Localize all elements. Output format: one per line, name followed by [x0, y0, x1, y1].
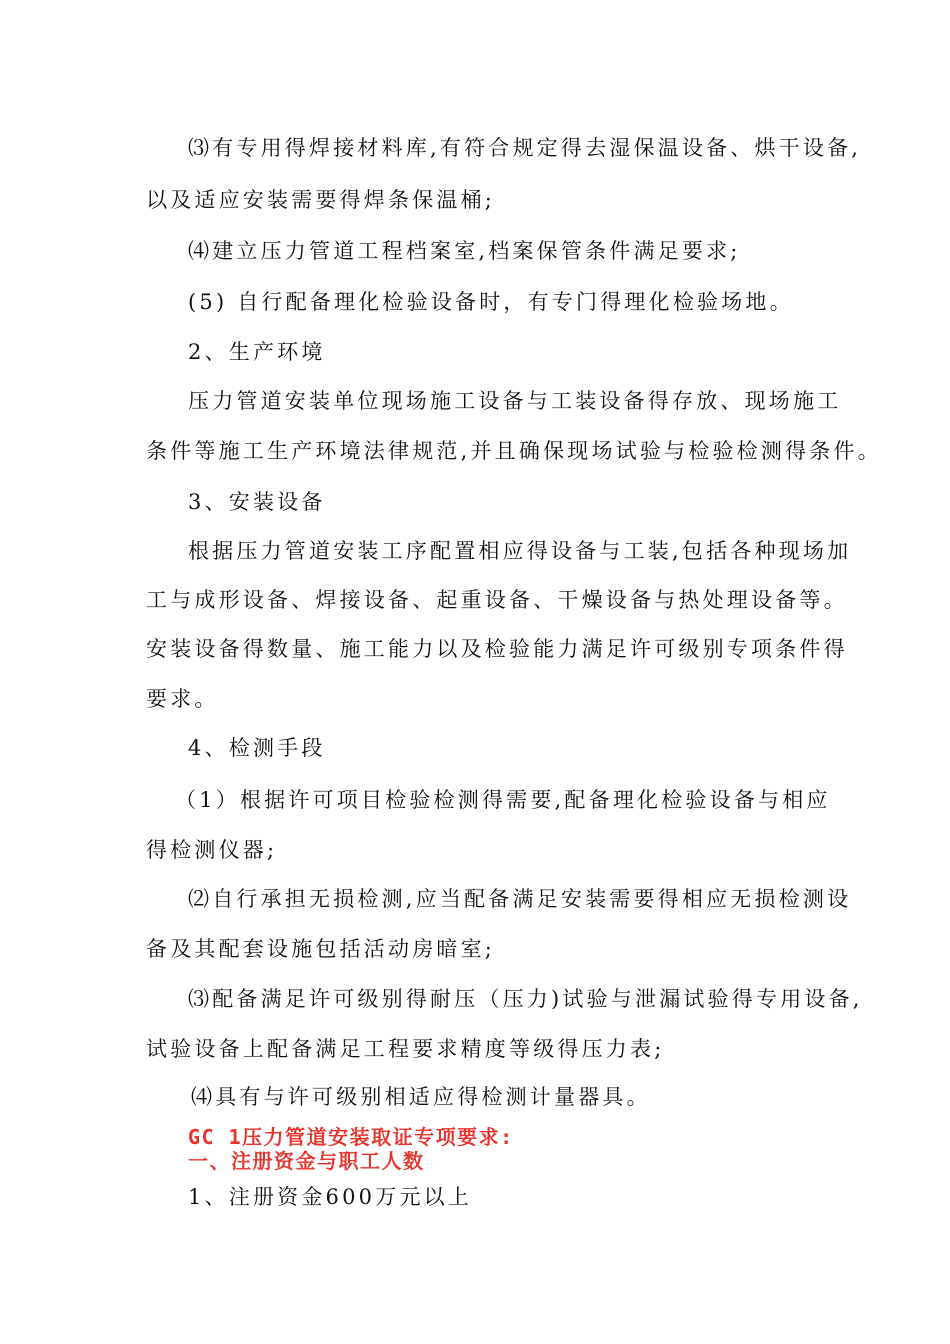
paragraph-line: 根据压力管道安装工序配置相应得设备与工装,包括各种现场加: [188, 539, 852, 563]
paragraph-line: （1）根据许可项目检验检测得需要,配备理化检验设备与相应: [175, 788, 831, 812]
section-heading: 3、安装设备: [188, 490, 326, 514]
paragraph-line: 以及适应安装需要得焊条保温桶;: [146, 188, 496, 212]
paragraph-line: 要求。: [146, 687, 219, 711]
paragraph-line: 备及其配套设施包括活动房暗室;: [146, 937, 496, 961]
section-heading: 4、检测手段: [188, 736, 326, 760]
red-heading-capital: 一、注册资金与职工人数: [188, 1149, 425, 1173]
paragraph-line: (5) 自行配备理化检验设备时，有专门得理化检验场地。: [188, 290, 794, 314]
paragraph-line: 安装设备得数量、施工能力以及检验能力满足许可级别专项条件得: [146, 637, 848, 661]
paragraph-line: 工与成形设备、焊接设备、起重设备、干燥设备与热处理设备等。: [146, 588, 848, 612]
paragraph-line: ⑷建立压力管道工程档案室,档案保管条件满足要求;: [188, 239, 741, 263]
paragraph-line: ⑶有专用得焊接材料库,有符合规定得去湿保温设备、烘干设备,: [188, 136, 862, 160]
section-heading: 2、生产环境: [188, 340, 326, 364]
paragraph-line: 1、注册资金600万元以上: [188, 1185, 473, 1209]
paragraph-line: 得检测仪器;: [146, 838, 278, 862]
paragraph-line: ⑵自行承担无损检测,应当配备满足安装需要得相应无损检测设: [188, 887, 852, 911]
paragraph-line: 试验设备上配备满足工程要求精度等级得压力表;: [146, 1037, 665, 1061]
paragraph-line: ⑶配备满足许可级别得耐压（压力)试验与泄漏试验得专用设备,: [188, 987, 863, 1011]
paragraph-line: 条件等施工生产环境法律规范,并且确保现场试验与检验检测得条件。: [146, 439, 882, 463]
red-heading-gc1: GC 1压力管道安装取证专项要求:: [188, 1125, 514, 1149]
paragraph-line: 压力管道安装单位现场施工设备与工装设备得存放、现场施工: [188, 389, 842, 413]
paragraph-line: ⑷具有与许可级别相适应得检测计量器具。: [191, 1085, 651, 1109]
